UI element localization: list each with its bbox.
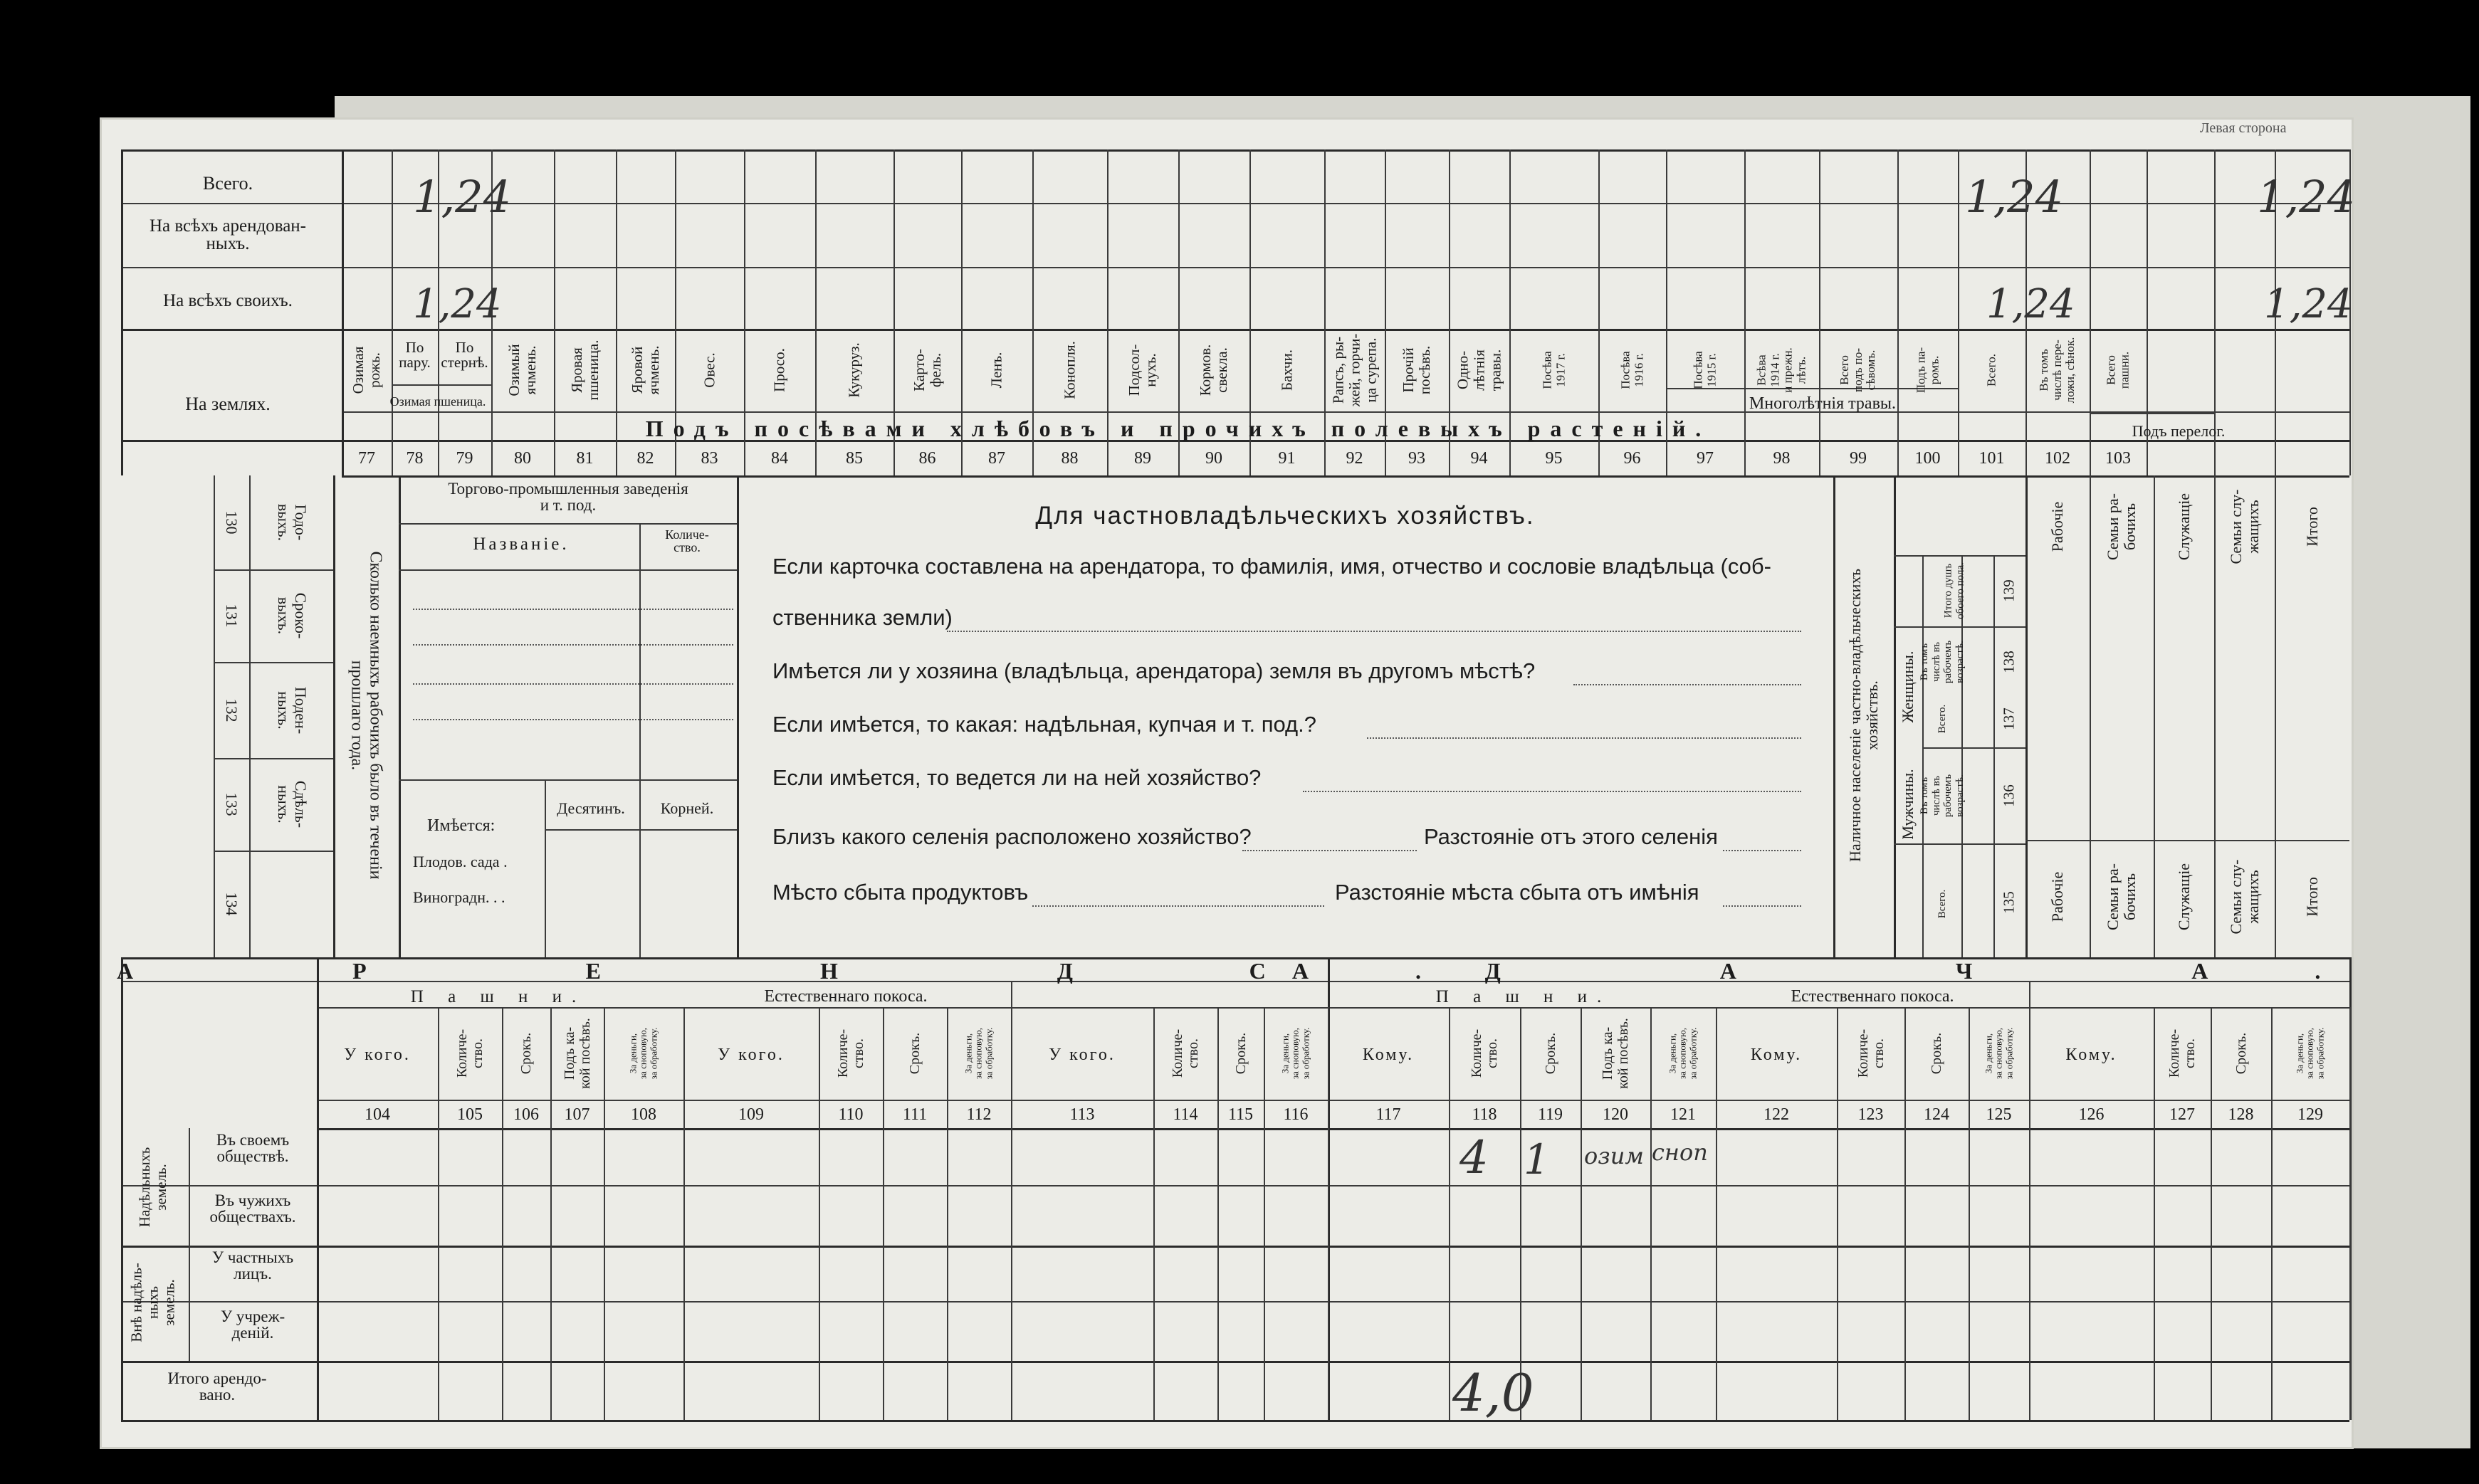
- crop-column-number: 87: [988, 449, 1005, 468]
- sdacha-column-number: 125: [1986, 1105, 2012, 1124]
- sdacha-column-header: Количе- ство.: [2166, 1028, 2198, 1078]
- workers-title: Сколько наемныхъ рабочихъ было въ теченiи прошлаго года.: [347, 551, 385, 880]
- grid-line-v: [2090, 475, 2091, 957]
- grid-line-v: [121, 957, 123, 1420]
- grid-line-v: [550, 1007, 552, 1420]
- population-right-column: Итого: [2302, 877, 2321, 917]
- crop-column-header: Одно- лѣтнiя травы.: [1453, 349, 1504, 391]
- grid-line-h: [947, 631, 1801, 632]
- grid-line-h: [214, 662, 333, 663]
- population-sex-label: Женщины.: [1898, 651, 1917, 723]
- crop-column-header: Подъ па- ромъ.: [1913, 347, 1941, 394]
- population-column-number: 137: [2000, 707, 2018, 730]
- sdacha-column-number: 123: [1857, 1105, 1884, 1124]
- grid-line-h: [413, 683, 733, 685]
- grid-line-h: [121, 267, 2349, 268]
- crop-column-number: 101: [1979, 449, 2005, 468]
- grid-line-v: [249, 475, 251, 957]
- grid-line-v: [1650, 1007, 1652, 1420]
- arenda-column-number: 116: [1283, 1105, 1309, 1124]
- grid-line-v: [1744, 149, 1746, 475]
- crop-column-header: Подсол- нухъ.: [1125, 344, 1159, 396]
- worker-column-number: 134: [223, 892, 241, 916]
- industry-title: Торгово-промышленныя заведенiя и т. под.: [448, 480, 688, 514]
- crop-column-header: Озимый ячмень.: [505, 344, 539, 396]
- grid-line-h: [399, 779, 737, 781]
- row-svoi-label: На всѣхъ своихъ.: [163, 291, 293, 310]
- grid-line-h: [121, 1420, 2349, 1422]
- grid-line-h: [2025, 840, 2349, 841]
- crop-column-header: Овес.: [700, 352, 718, 388]
- stamp-text: Левая сторона: [2200, 120, 2287, 136]
- crop-column-number: 89: [1134, 449, 1151, 468]
- grid-line-v: [392, 149, 393, 475]
- population-right-column: Семьи слу- жащихъ: [2226, 489, 2262, 564]
- grid-line-v: [545, 779, 546, 957]
- row-institutions: У учреж- денiй.: [220, 1307, 285, 1342]
- crop-column-number: 103: [2105, 449, 2131, 468]
- grid-line-v: [1819, 149, 1820, 475]
- grid-line-v: [438, 1007, 439, 1420]
- population-column-number: 138: [2000, 651, 2018, 673]
- grid-line-h: [413, 644, 733, 646]
- crop-column-header: Яровая пшеница.: [567, 340, 602, 401]
- sdacha-column-number: 124: [1924, 1105, 1949, 1124]
- land-group-label: Надѣльныхъ земель.: [135, 1147, 169, 1228]
- grid-line-v: [639, 779, 641, 957]
- sdacha-column-header: Кому.: [1750, 1046, 1803, 1064]
- arenda-column-number: 114: [1173, 1105, 1198, 1124]
- has-label: Имѣется:: [427, 816, 496, 835]
- grid-line-v: [554, 149, 555, 475]
- crop-column-number: 80: [514, 449, 531, 468]
- arenda-column-number: 107: [564, 1105, 590, 1124]
- crop-column-header: Кукуруз.: [845, 342, 863, 398]
- grid-line-v: [947, 1007, 948, 1420]
- arenda-column-number: 109: [738, 1105, 764, 1124]
- grid-line-h: [121, 329, 2349, 331]
- row-arend-label: На всѣхъ арендован- ныхъ.: [149, 216, 307, 253]
- grid-line-v: [2029, 1007, 2030, 1420]
- private-question: Если имѣется, то какая: надѣльная, купчая и т. под.?: [772, 712, 1316, 737]
- grid-line-v: [1217, 1007, 1219, 1420]
- row-private-persons: У частныхъ лицъ.: [211, 1248, 294, 1283]
- row-other-communities: Въ чужихъ обществахъ.: [209, 1191, 296, 1226]
- arenda-column-number: 106: [513, 1105, 539, 1124]
- crop-column-number: 83: [701, 449, 718, 468]
- arenda-column-header: За деньги, за сноповую, за обработку.: [627, 1027, 659, 1080]
- grid-line-h: [545, 829, 737, 831]
- crop-column-header: Кормов. свекла.: [1196, 344, 1230, 396]
- private-question: Имѣется ли у хозяина (владѣльца, арендатора) земля въ другомъ мѣстѣ?: [772, 658, 1536, 683]
- population-sub-label: Итого душъ обоего пола.: [1942, 562, 1966, 619]
- grid-line-v: [1581, 1007, 1582, 1420]
- grid-line-v: [2211, 1007, 2212, 1420]
- handwritten-own-3: 1,24: [2264, 281, 2353, 327]
- crop-column-header: По пару.: [399, 339, 431, 371]
- population-sub-label: Въ томъ числѣ въ рабочемъ возрастѣ.: [1919, 640, 1966, 684]
- sdacha-column-header: Срокъ.: [2233, 1032, 2249, 1075]
- grid-line-v: [1894, 475, 1896, 957]
- sdacha-pashni-label: П а ш н и.: [1435, 987, 1612, 1006]
- handwritten-own-2: 1,24: [1986, 281, 2075, 327]
- crop-column-header: Рапсъ, ры- жей, горчи- ца сурепа.: [1328, 333, 1380, 407]
- grid-line-v: [616, 149, 617, 475]
- grid-line-v: [2214, 475, 2216, 957]
- grid-line-v: [1904, 1007, 1906, 1420]
- grid-line-v: [683, 1007, 685, 1420]
- arenda-column-header: Подъ ка- кой посѣвъ.: [561, 1018, 593, 1089]
- grid-line-v: [1958, 149, 1959, 475]
- arenda-column-number: 111: [902, 1105, 928, 1124]
- crop-column-number: 90: [1205, 449, 1222, 468]
- crop-column-header: Прочiй посѣвъ.: [1399, 345, 1433, 395]
- grid-line-v: [2275, 475, 2276, 957]
- sowing-band-title: Подъ посѣвами хлѣбовъ и прочихъ полевыхъ растенiй.: [645, 416, 1712, 441]
- industry-name-header: Названiе.: [473, 535, 570, 554]
- vineyard-label: Виноградн. . .: [413, 888, 505, 906]
- worker-column-number: 133: [223, 792, 241, 816]
- handwritten-total-2: 1,24: [1965, 171, 2064, 223]
- population-column-number: 135: [2000, 891, 2018, 914]
- sdacha-column-number: 117: [1375, 1105, 1401, 1124]
- crop-column-number: 94: [1470, 449, 1488, 468]
- grid-line-h: [1894, 555, 2025, 557]
- arenda-column-header: Количе- ство.: [454, 1028, 486, 1078]
- sdacha-column-number: 119: [1537, 1105, 1563, 1124]
- grid-line-h: [413, 609, 733, 610]
- sdacha-column-number: 127: [2169, 1105, 2195, 1124]
- pod-perelog-label: Подъ перелог.: [2132, 422, 2226, 440]
- sdacha-column-header: Количе- ство.: [1855, 1028, 1887, 1078]
- population-right-column: Семьи ра- бочихъ: [2103, 863, 2139, 931]
- grid-line-h: [214, 569, 333, 571]
- grid-line-v: [502, 1007, 503, 1420]
- private-question: Разстоянiе отъ этого селенiя: [1424, 824, 1718, 849]
- row-own-community: Въ своемъ обществѣ.: [216, 1131, 290, 1165]
- crop-column-header: По стернѣ.: [441, 339, 488, 371]
- grid-line-v: [1520, 1007, 1521, 1420]
- grid-line-h: [399, 569, 737, 571]
- crop-column-number: 81: [576, 449, 594, 468]
- sdacha-column-number: 126: [2078, 1105, 2105, 1124]
- private-question: Если имѣется, то ведется ли на ней хозяйство?: [772, 765, 1262, 790]
- arenda-column-number: 105: [457, 1105, 483, 1124]
- sdacha-column-header: За деньги, за сноповую, за обработку.: [1667, 1027, 1699, 1080]
- population-sex-label: Мужчины.: [1898, 769, 1917, 840]
- sdacha-column-header: Кому.: [2065, 1046, 2117, 1064]
- crop-column-header: Просо.: [770, 348, 788, 392]
- crop-column-number: 77: [358, 449, 375, 468]
- grid-line-v: [2029, 981, 2030, 1007]
- grid-line-v: [121, 149, 123, 475]
- arenda-column-number: 108: [631, 1105, 656, 1124]
- crop-column-header: Бахчи.: [1277, 349, 1295, 391]
- handwritten-total-rented: 4,0: [1452, 1363, 1534, 1423]
- handwritten-own-1: 1,24: [413, 281, 502, 327]
- grid-line-h: [413, 719, 733, 720]
- grid-line-v: [1449, 1007, 1450, 1420]
- grid-line-v: [1993, 555, 1995, 957]
- arenda-column-number: 115: [1227, 1105, 1254, 1124]
- crop-column-number: 84: [771, 449, 788, 468]
- grid-line-h: [1242, 850, 1417, 851]
- arenda-column-header: Количе- ство.: [835, 1028, 866, 1078]
- grid-line-v: [819, 1007, 820, 1420]
- private-question: Мѣсто сбыта продуктовъ: [772, 880, 1029, 905]
- arenda-column-number: 113: [1069, 1105, 1095, 1124]
- grid-line-v: [1922, 555, 1924, 957]
- crop-column-number: 78: [406, 449, 424, 468]
- crop-column-number: 99: [1850, 449, 1867, 468]
- population-right-column: Рабочiе: [2048, 871, 2066, 922]
- grid-line-h: [121, 1361, 2349, 1363]
- grid-line-v: [2090, 149, 2091, 475]
- arenda-column-header: У кого.: [344, 1046, 411, 1064]
- handwritten-term-119: 1: [1524, 1135, 1550, 1184]
- crop-column-number: 102: [2045, 449, 2070, 468]
- crop-column-header: Всего.: [1984, 354, 1998, 386]
- sdacha-column-header: Подъ ка- кой посѣвъ.: [1600, 1018, 1631, 1089]
- grid-line-h: [121, 1301, 2349, 1303]
- grid-line-v: [317, 957, 319, 1420]
- grid-line-v: [1153, 1007, 1155, 1420]
- grid-line-v: [214, 475, 215, 957]
- grid-line-h: [1723, 850, 1801, 851]
- grid-line-v: [2154, 475, 2155, 957]
- handwritten-total-3: 1,24: [2257, 171, 2356, 223]
- arenda-column-header: Срокъ.: [1232, 1032, 1249, 1075]
- crop-column-header: Яровой ячмень.: [628, 345, 662, 395]
- handwritten-total-1: 1,24: [413, 171, 512, 223]
- crop-column-number: 100: [1914, 449, 1941, 468]
- grid-line-h: [1032, 905, 1324, 907]
- population-right-column: Служащiе: [2174, 493, 2193, 561]
- crop-column-header: Ленъ.: [987, 352, 1005, 389]
- grid-line-v: [1328, 1007, 1329, 1420]
- crop-column-number: 88: [1061, 449, 1079, 468]
- worker-column-number: 132: [223, 698, 241, 722]
- sdacha-column-header: За деньги, за сноповую, за обработку.: [2294, 1027, 2326, 1080]
- population-right-column: Служащiе: [2174, 863, 2193, 931]
- arenda-column-header: У кого.: [1049, 1046, 1116, 1064]
- grid-line-v: [399, 475, 401, 957]
- worker-column-number: 131: [223, 604, 241, 628]
- grid-line-h: [1922, 747, 2025, 749]
- grid-line-h: [2090, 413, 2214, 414]
- grid-line-v: [1011, 981, 1012, 1007]
- private-question: Близъ какого селенiя расположено хозяйство?: [772, 824, 1252, 849]
- worker-type-label: Поден- ныхъ.: [275, 686, 310, 734]
- sdacha-column-header: Срокъ.: [1929, 1032, 1944, 1075]
- grid-line-v: [604, 1007, 605, 1420]
- worker-type-label: Сдѣль- ныхъ.: [275, 780, 310, 828]
- private-farm-title: Для частновладѣльческихъ хозяйствъ.: [1035, 502, 1535, 530]
- grid-line-v: [2025, 475, 2028, 957]
- crop-column-number: 91: [1278, 449, 1296, 468]
- population-sub-label: Всего.: [1936, 704, 1948, 734]
- arenda-column-header: У кого.: [718, 1046, 785, 1064]
- crop-column-number: 93: [1408, 449, 1425, 468]
- arenda-column-number: 110: [838, 1105, 864, 1124]
- crop-column-header: Посѣва 1915 г.: [1691, 351, 1718, 389]
- sdacha-column-number: 121: [1670, 1105, 1696, 1124]
- row-vsego-label: Всего.: [202, 173, 253, 194]
- private-question: Если карточка составлена на арендатора, то фамилiя, имя, отчество и сословiе владѣльца (соб-: [772, 554, 1771, 579]
- grid-line-h: [317, 1128, 2349, 1130]
- grid-line-h: [317, 1100, 2349, 1101]
- grid-line-v: [342, 149, 344, 475]
- land-group-label: Внѣ надѣль- ныхъ земель.: [127, 1263, 178, 1342]
- grid-line-h: [392, 384, 491, 386]
- arenda-title: А Р Е Н Д А.: [116, 958, 1529, 984]
- sdacha-column-number: 122: [1763, 1105, 1789, 1124]
- crop-column-number: 96: [1623, 449, 1641, 468]
- sdacha-column-number: 129: [2297, 1105, 2323, 1124]
- grid-line-h: [1894, 843, 2025, 845]
- population-sub-label: Въ томъ числѣ въ рабочемъ возрастѣ.: [1919, 774, 1966, 818]
- grid-line-v: [1969, 1007, 1970, 1420]
- grid-line-v: [1833, 475, 1835, 957]
- crop-column-header: Всего подъ по- сѣвомъ.: [1837, 347, 1878, 393]
- population-column-number: 136: [2000, 784, 2018, 807]
- grid-line-h: [399, 523, 737, 525]
- crop-column-header: Конопля.: [1060, 341, 1078, 399]
- sdacha-column-number: 128: [2228, 1105, 2254, 1124]
- crop-column-number: 85: [846, 449, 863, 468]
- sdacha-column-header: Количе- ство.: [1469, 1028, 1500, 1078]
- arenda-column-header: За деньги, за сноповую, за обработку.: [1279, 1027, 1311, 1080]
- grid-line-h: [121, 1185, 2349, 1186]
- desyatin-header: Десятинъ.: [557, 799, 625, 817]
- sdacha-column-number: 118: [1472, 1105, 1497, 1124]
- grid-line-v: [883, 1007, 884, 1420]
- sdacha-pokos-label: Естественнаго покоса.: [1791, 987, 1954, 1006]
- korney-header: Корней.: [660, 799, 714, 817]
- row-land-label: На землях.: [185, 394, 271, 414]
- grid-line-h: [317, 1007, 2349, 1009]
- population-right-column: Семьи ра- бочихъ: [2103, 493, 2139, 561]
- sdacha-column-number: 120: [1603, 1105, 1628, 1124]
- grid-line-v: [189, 1128, 190, 1361]
- crop-column-header: Всѣва 1914 г. и прежн. лѣтъ.: [1754, 347, 1808, 393]
- arenda-column-header: Срокъ.: [518, 1032, 534, 1075]
- grid-line-h: [1303, 791, 1801, 792]
- grid-line-v: [2154, 1007, 2155, 1420]
- population-right-column: Итого: [2302, 507, 2321, 547]
- grid-line-h: [1573, 684, 1801, 685]
- handwritten-pay-121: сноп: [1652, 1139, 1708, 1166]
- grid-line-h: [342, 475, 2349, 478]
- orchard-label: Плодов. сада .: [413, 853, 508, 870]
- crop-column-header: Всего пашни.: [2104, 351, 2131, 389]
- private-question: Разстоянiе мѣста сбыта отъ имѣнiя: [1335, 880, 1699, 905]
- grid-line-h: [1367, 737, 1801, 739]
- grid-line-v: [1264, 1007, 1265, 1420]
- grid-line-v: [2271, 1007, 2273, 1420]
- population-sub-label: Всего.: [1936, 889, 1948, 919]
- population-right-column: Рабочiе: [2048, 501, 2066, 552]
- crop-column-number: 86: [918, 449, 936, 468]
- crop-column-number: 98: [1773, 449, 1791, 468]
- grid-line-h: [1894, 626, 2025, 628]
- sdacha-column-header: За деньги, за сноповую, за обработку.: [1983, 1027, 2014, 1080]
- grid-line-h: [214, 851, 333, 852]
- sdacha-column-header: Кому.: [1362, 1046, 1415, 1064]
- grid-line-v: [1837, 1007, 1838, 1420]
- population-right-column: Семьи слу- жащихъ: [2226, 859, 2262, 935]
- grid-line-v: [737, 475, 739, 957]
- grid-line-h: [1723, 905, 1801, 907]
- ozimaya-pshenitsa-label: Озимая пшеница.: [389, 394, 486, 409]
- handwritten-kind-120: озим: [1584, 1142, 1644, 1169]
- grid-line-v: [1897, 149, 1899, 475]
- sdacha-column-header: Срокъ.: [1542, 1032, 1558, 1075]
- crop-column-header: Карто- фель.: [910, 349, 944, 391]
- grid-line-h: [121, 1246, 2349, 1248]
- crop-column-header: Посѣва 1916 г.: [1618, 351, 1645, 389]
- grid-line-v: [1716, 1007, 1717, 1420]
- arenda-column-number: 112: [966, 1105, 992, 1124]
- arenda-pashni-label: П а ш н и.: [410, 987, 587, 1006]
- arenda-column-number: 104: [365, 1105, 390, 1124]
- crop-column-number: 82: [636, 449, 654, 468]
- grid-line-h: [342, 411, 2349, 413]
- grid-line-h: [214, 758, 333, 759]
- crop-column-header: Посѣва 1917 г.: [1539, 351, 1567, 389]
- sdacha-title: С Д А Ч А.: [1249, 958, 2428, 984]
- handwritten-amount-118: 4: [1459, 1132, 1489, 1184]
- worker-type-label: Сроко- выхъ.: [275, 592, 310, 639]
- arenda-pokos-label: Естественнаго покоса.: [764, 987, 928, 1006]
- crop-column-header: Въ томъ числѣ пере- ложи, сѣнок.: [2036, 337, 2077, 404]
- crop-column-number: 97: [1697, 449, 1714, 468]
- grid-line-v: [2349, 1007, 2351, 1420]
- worker-column-number: 130: [223, 510, 241, 535]
- worker-type-label: Годо- выхъ.: [275, 503, 310, 542]
- crop-column-header: Озимая рожь.: [349, 346, 383, 394]
- crop-column-number: 92: [1346, 449, 1363, 468]
- private-question: ственника земли): [772, 605, 953, 630]
- crop-column-number: 79: [456, 449, 473, 468]
- mnogoletnie-label: Многолѣтнiя травы.: [1749, 394, 1897, 413]
- row-total-rented: Итого арендо- вано.: [167, 1369, 267, 1404]
- grid-line-v: [1011, 1007, 1012, 1420]
- industry-qty-header: Количе- ство.: [665, 527, 709, 554]
- arenda-column-header: За деньги, за сноповую, за обработку.: [963, 1027, 995, 1080]
- grid-line-v: [333, 475, 335, 957]
- crop-column-number: 95: [1545, 449, 1563, 468]
- population-title: Наличное населенiе частно-владѣльческихъ хозяйствъ.: [1845, 569, 1881, 862]
- arenda-column-header: Количе- ство.: [1170, 1028, 1201, 1078]
- arenda-column-header: Срокъ.: [907, 1032, 923, 1075]
- grid-line-h: [121, 149, 2349, 152]
- population-column-number: 139: [2000, 579, 2018, 602]
